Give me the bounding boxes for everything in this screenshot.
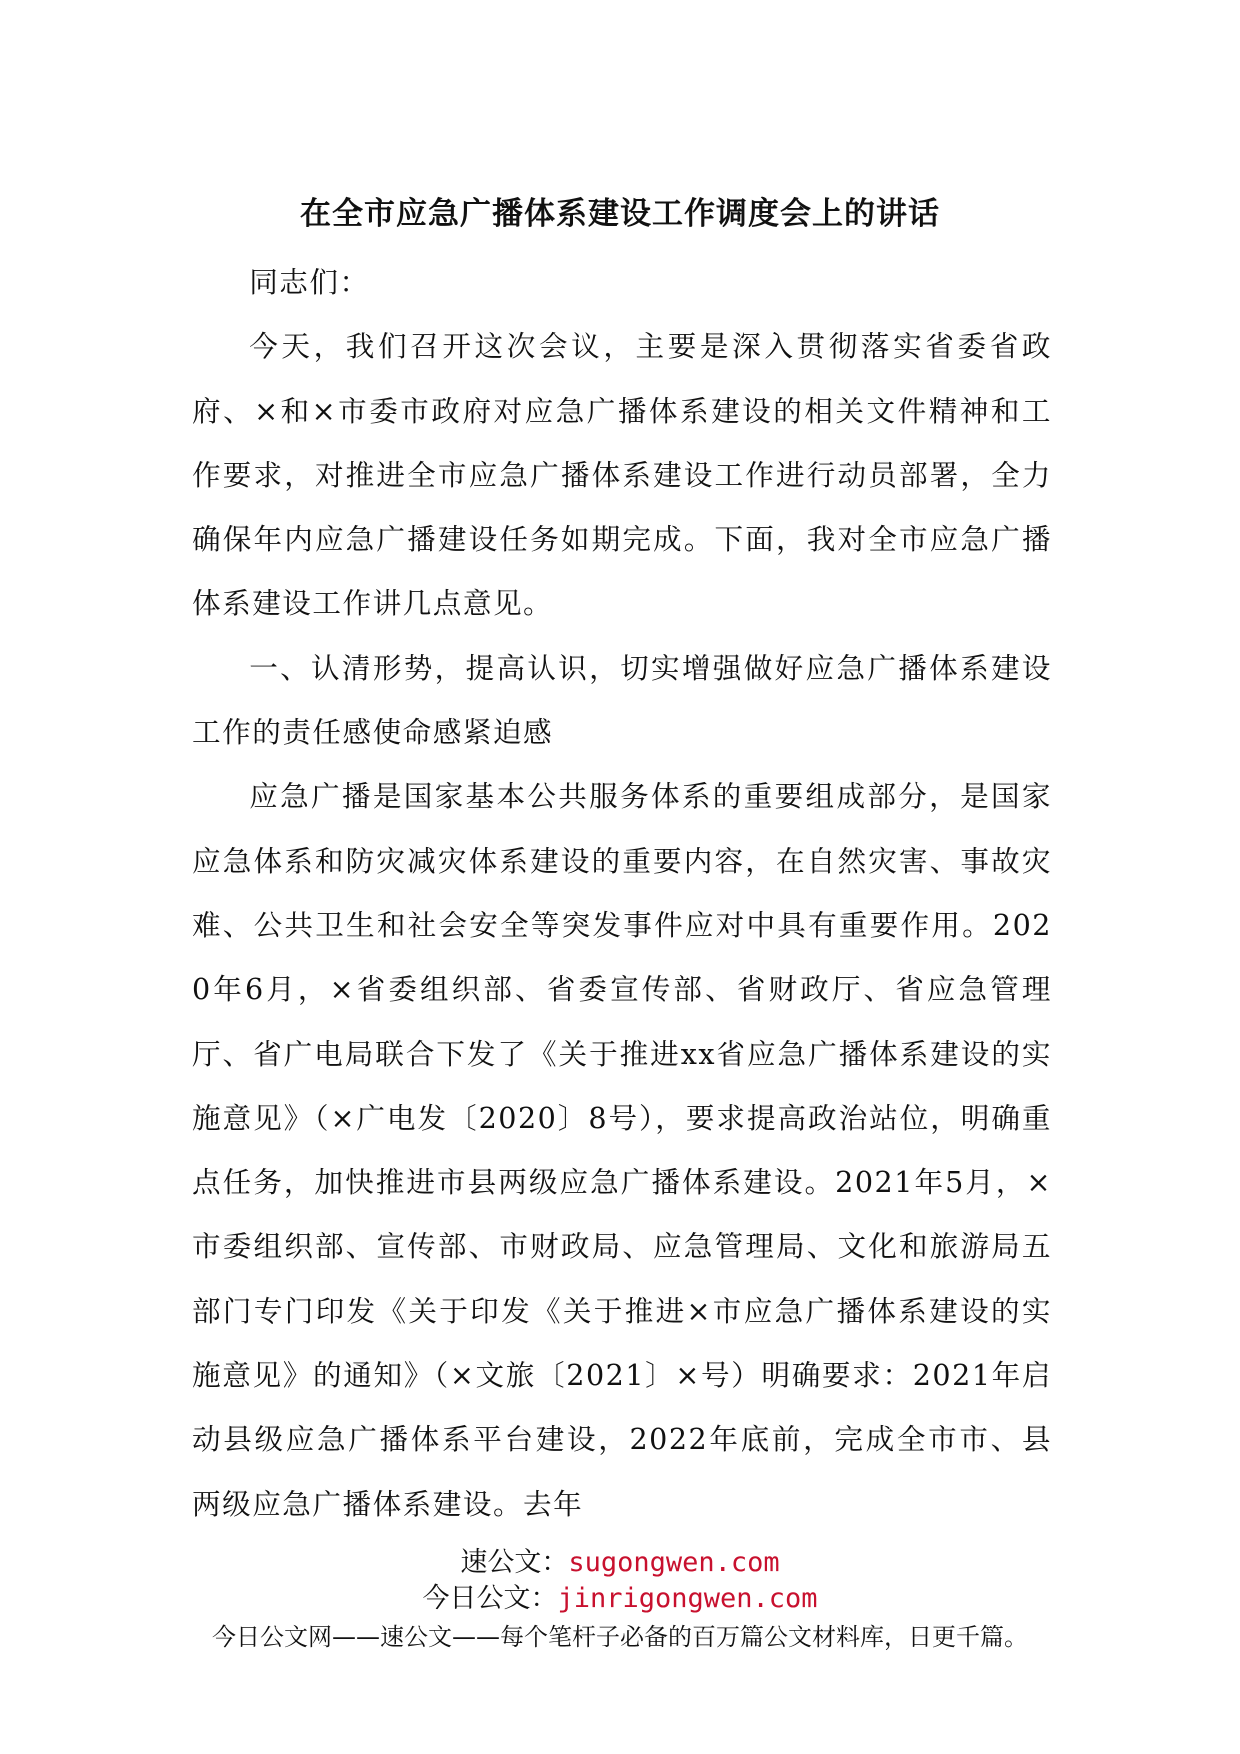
intro-paragraph: 今天，我们召开这次会议，主要是深入贯彻落实省委省政府、×和×市委市政府对应急广播体系建设的相关文件精神和工作要求，对推进全市应急广播体系建设工作进行动员部署，全力确保年内应急广播建设任务如期完成。下面，我对全市应急广播体系建设工作讲几点意见。 (192, 329, 1052, 621)
footer-slogan: 今日公文网——速公文——每个笔杆子必备的百万篇公文材料库，日更千篇。 (212, 1623, 1028, 1651)
document-body (192, 250, 1052, 1536)
body-paragraph: 应急广播是国家基本公共服务体系的重要组成部分，是国家应急体系和防灾减灾体系建设的重要内容，在自然灾害、事故灾难、公共卫生和社会安全等突发事件应对中具有重要作用。2020年6月，×省委组织部、省委宣传部、省财政厅、省应急管理厅、省广电局联合下发了《关于推进xx省应急广播体系建设的实施意见》（×广电发〔2020〕8号），要求提高政治站位，明确重点任务，加快推进市县两级应急广播体系建设。2021年5月，×市委组织部、宣传部、市财政局、应急管理局、文化和旅游局五部门专门印发《关于印发《关于推进×市应急广播体系建设的实施意见》的通知》（×文旅〔2021〕×号）明确要求：2021年启动县级应急广播体系平台建设，2022年底前，完成全市市、县两级应急广播体系建设。去年 (192, 779, 1052, 1521)
footer-line-jinrigongwen (0, 1581, 1240, 1617)
salutation-paragraph: 同志们： (249, 265, 370, 299)
footer-watermark (0, 1545, 1240, 1655)
footer-line-sugongwen (0, 1545, 1240, 1581)
document-title: 在全市应急广播体系建设工作调度会上的讲话 (300, 196, 940, 232)
section-heading-1: 一、认清形势，提高认识，切实增强做好应急广播体系建设工作的责任感使命感紧迫感 (192, 650, 1052, 750)
sugongwen-link[interactable]: sugongwen.com (568, 1547, 780, 1578)
footer-label-jinrigongwen: 今日公文： (422, 1583, 558, 1614)
footer-label-sugongwen: 速公文： (460, 1547, 569, 1578)
jinrigongwen-link[interactable]: jinrigongwen.com (557, 1583, 818, 1614)
